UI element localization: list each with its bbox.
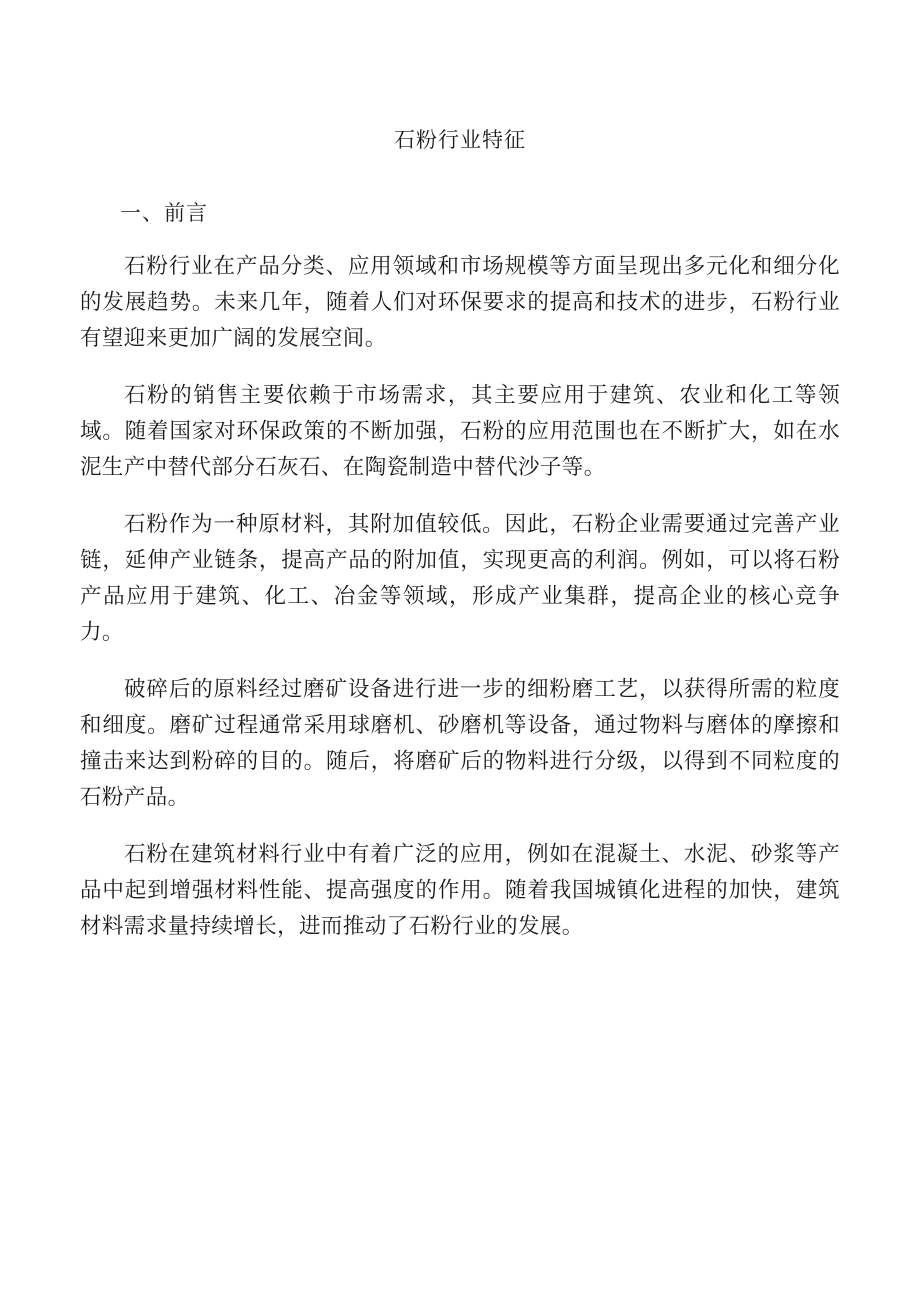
paragraph-1: 石粉行业在产品分类、应用领域和市场规模等方面呈现出多元化和细分化的发展趋势。未来几年，随着人们对环保要求的提高和技术的进步，石粉行业有望迎来更加广阔的发展空间。 [80, 254, 840, 351]
document-title: 石粉行业特征 [394, 128, 526, 152]
section-heading: 一、前言 [120, 201, 208, 225]
paragraph-3: 石粉作为一种原材料，其附加值较低。因此，石粉企业需要通过完善产业链，延伸产业链条，提高产品的附加值，实现更高的利润。例如，可以将石粉产品应用于建筑、化工、冶金等领域，形成产业集群，提高企业的核心竞争力。 [80, 512, 840, 645]
paragraph-5: 石粉在建筑材料行业中有着广泛的应用，例如在混凝土、水泥、砂浆等产品中起到增强材料性能、提高强度的作用。随着我国城镇化进程的加快，建筑材料需求量持续增长，进而推动了石粉行业的发展。 [80, 842, 840, 939]
document-body [80, 249, 840, 966]
paragraph-2: 石粉的销售主要依赖于市场需求，其主要应用于建筑、农业和化工等领域。随着国家对环保政策的不断加强，石粉的应用范围也在不断扩大，如在水泥生产中替代部分石灰石、在陶瓷制造中替代沙子等。 [80, 383, 840, 480]
paragraph-4: 破碎后的原料经过磨矿设备进行进一步的细粉磨工艺，以获得所需的粒度和细度。磨矿过程通常采用球磨机、砂磨机等设备，通过物料与磨体的摩擦和撞击来达到粉碎的目的。随后，将磨矿后的物料进行分级，以得到不同粒度的石粉产品。 [80, 677, 840, 810]
